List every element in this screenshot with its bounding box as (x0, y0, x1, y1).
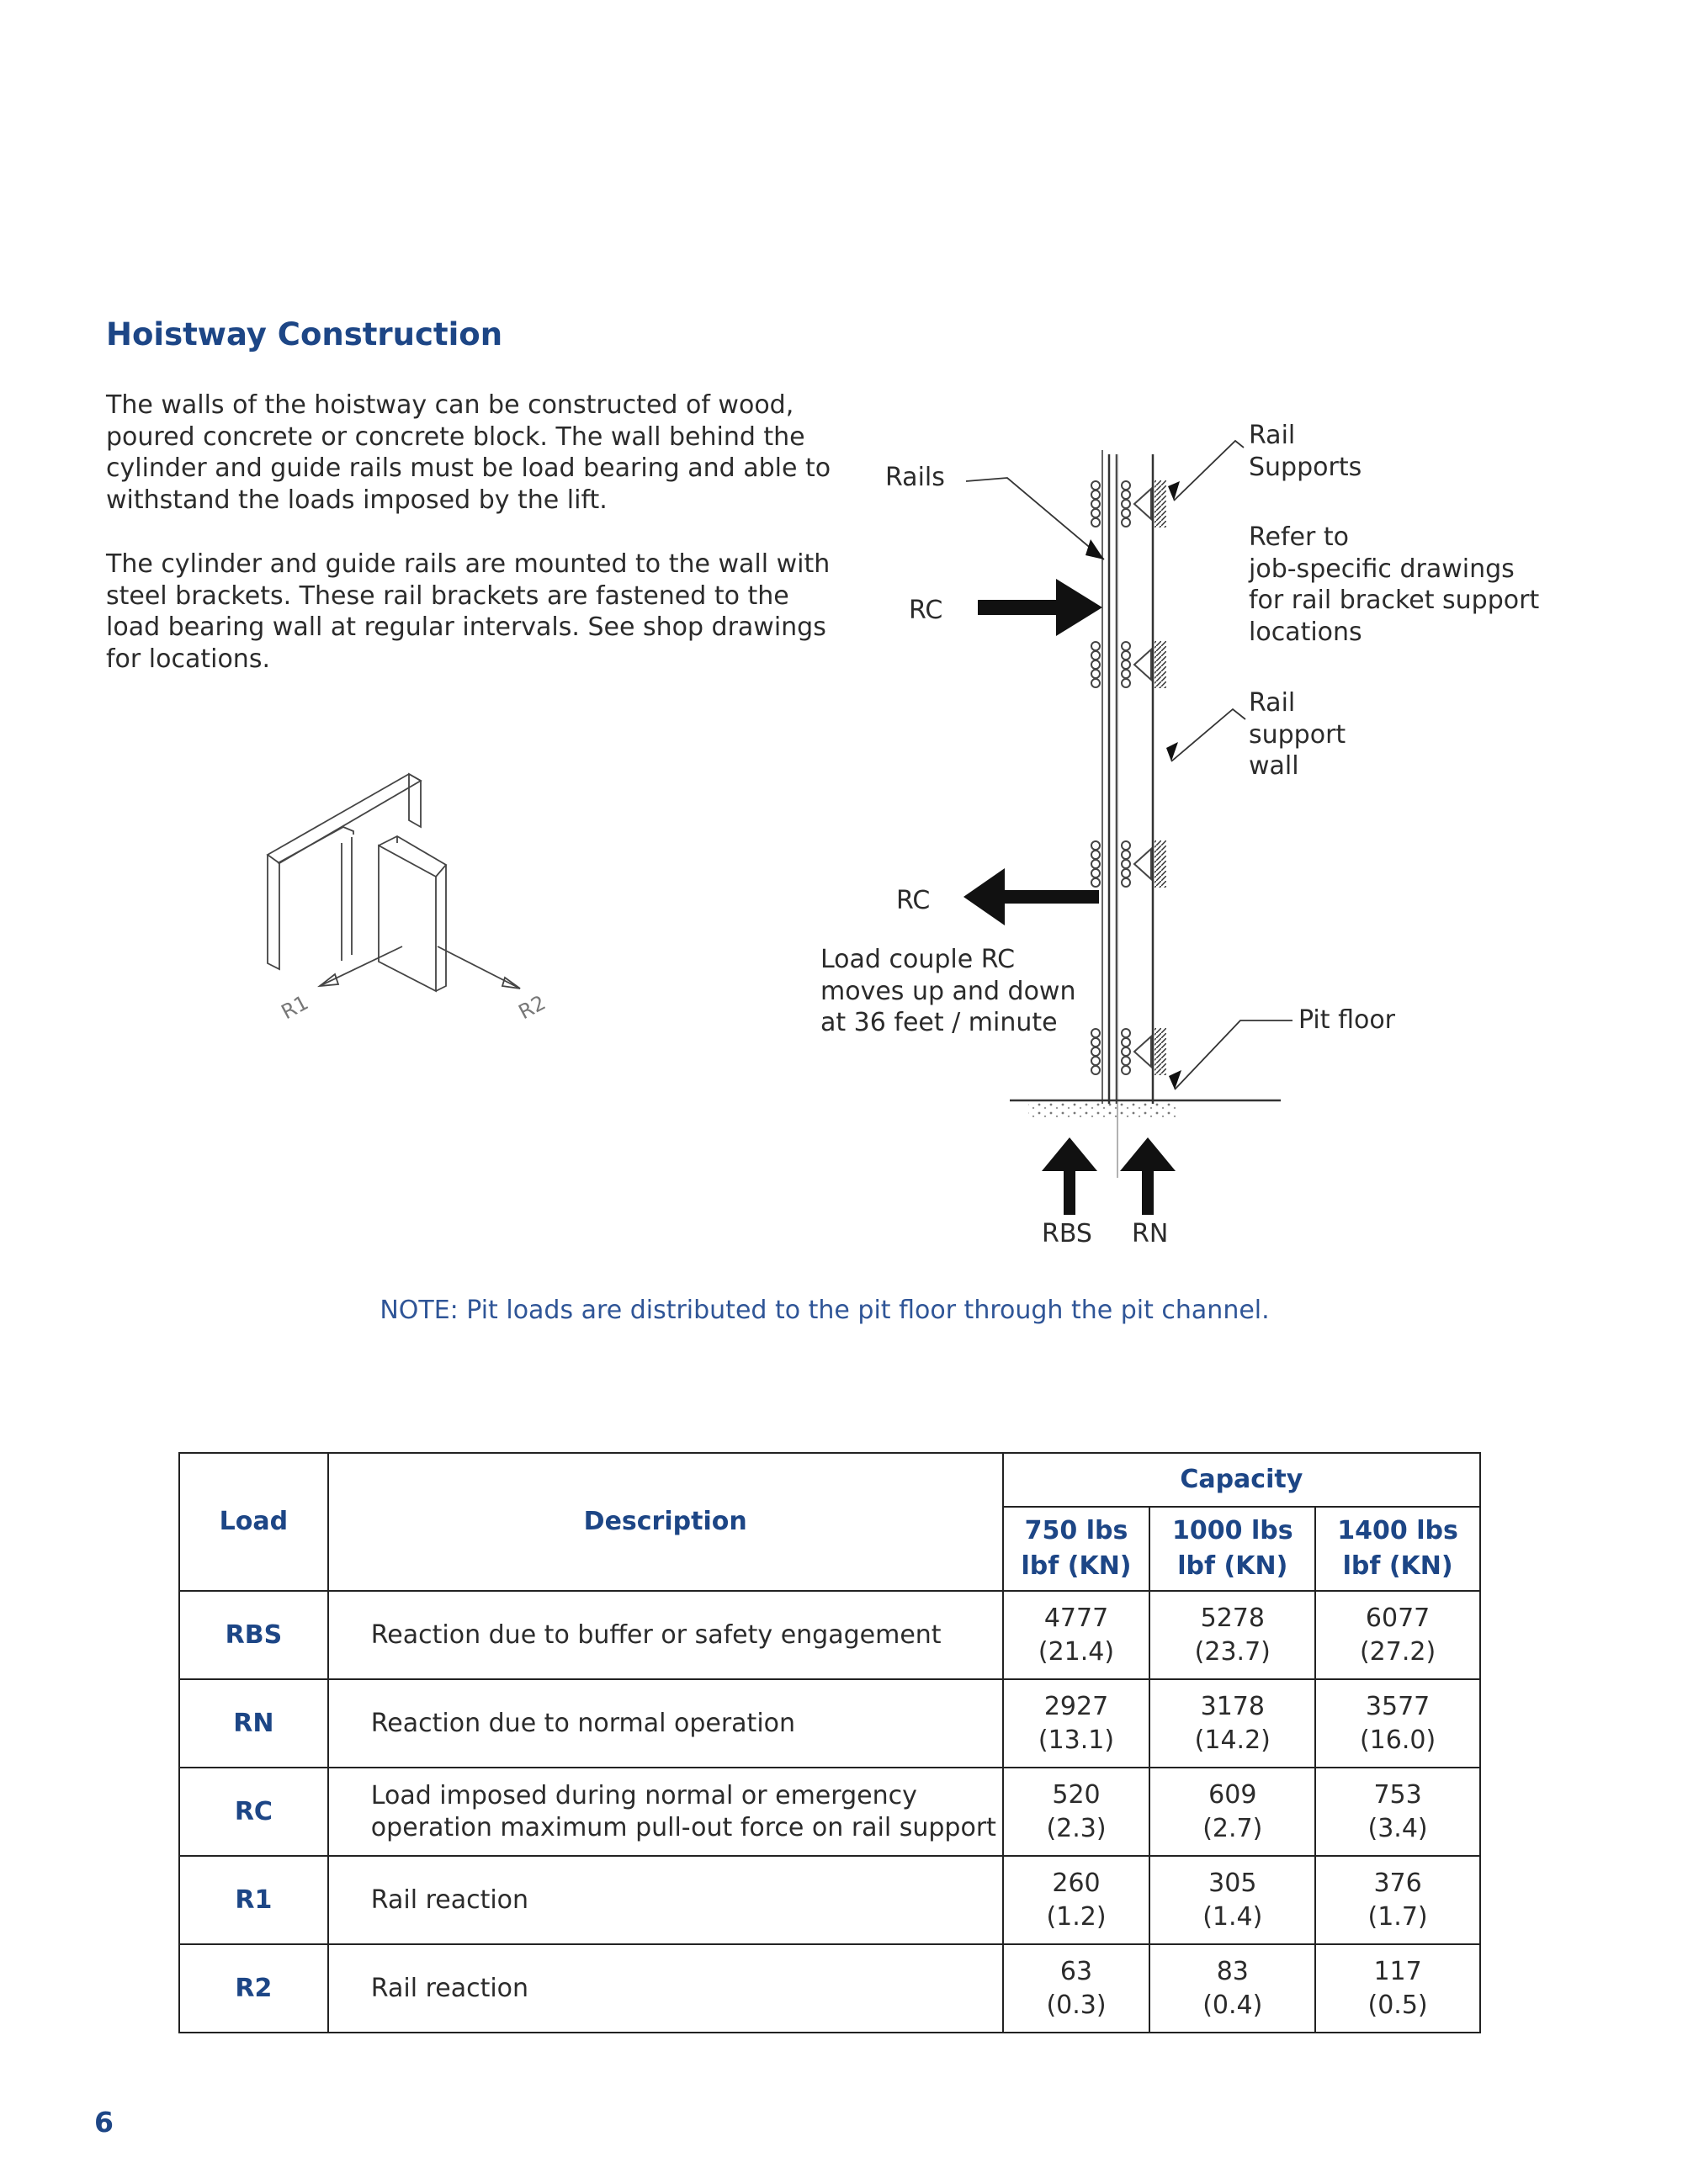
refer-to-line1: Refer to (1249, 522, 1349, 552)
rn-arrow-up (1120, 1137, 1176, 1215)
rail-bracket-isometric (268, 774, 520, 991)
row-description: Rail reaction (328, 1944, 1003, 2033)
table-row (179, 1591, 1480, 1679)
rbs-label: RBS (1042, 1219, 1092, 1248)
refer-to-line4: locations (1249, 618, 1362, 647)
row-value-1400: 3577 (16.0) (1315, 1679, 1480, 1768)
row-value-750: 63 (0.3) (1003, 1944, 1150, 2033)
rail-support-wall-leader (1171, 709, 1245, 761)
capacity-header-1400: 1400 lbs lbf (KN) (1315, 1507, 1480, 1591)
capacity-header-1000: 1000 lbs lbf (KN) (1149, 1507, 1315, 1591)
capacity-header-750: 750 lbs lbf (KN) (1003, 1507, 1150, 1591)
row-value-750: 520 (2.3) (1003, 1768, 1150, 1856)
row-description: Reaction due to normal operation (328, 1679, 1003, 1768)
row-value-1000: 609 (2.7) (1149, 1768, 1315, 1856)
row-value-750: 4777 (21.4) (1003, 1591, 1150, 1679)
table-row (179, 1768, 1480, 1856)
row-load: R1 (179, 1856, 328, 1944)
load-couple-line1: Load couple RC (820, 945, 1016, 974)
row-value-1400: 6077 (27.2) (1315, 1591, 1480, 1679)
table-row (179, 1679, 1480, 1768)
r2-label: R2 (514, 990, 550, 1025)
rc-bottom-label: RC (896, 886, 931, 915)
row-value-1400: 117 (0.5) (1315, 1944, 1480, 2033)
rn-label: RN (1132, 1219, 1169, 1248)
row-load: RN (179, 1679, 328, 1768)
header-load: Load (179, 1453, 328, 1591)
row-value-750: 260 (1.2) (1003, 1856, 1150, 1944)
row-value-750: 2927 (13.1) (1003, 1679, 1150, 1768)
bracket-paragraph: The cylinder and guide rails are mounted to the wall with steel brackets. These rail brackets are fastened to the load bearing wall at regular intervals. See shop drawings for locations. (106, 549, 831, 674)
row-description: Rail reaction (328, 1856, 1003, 1944)
intro-paragraph: The walls of the hoistway can be constructed of wood, poured concrete or concrete block. The wall behind the cylinder and guide rails must be load bearing and able to withstand the loads imposed by the lift. (106, 390, 831, 515)
pit-floor-label: Pit floor (1298, 1005, 1396, 1035)
header-capacity: Capacity (1003, 1453, 1480, 1507)
table-row (179, 1856, 1480, 1944)
row-load: R2 (179, 1944, 328, 2033)
row-load: RC (179, 1768, 328, 1856)
row-description: Load imposed during normal or emergency operation maximum pull-out force on rail support (328, 1768, 1003, 1856)
table-row (179, 1944, 1480, 2033)
load-capacity-table (178, 1452, 1481, 2033)
rail-assembly (1102, 450, 1153, 1178)
section-title: Hoistway Construction (106, 316, 503, 353)
row-value-1000: 305 (1.4) (1149, 1856, 1315, 1944)
row-value-1000: 83 (0.4) (1149, 1944, 1315, 2033)
rail-support-wall-line3: wall (1249, 751, 1299, 781)
pit-load-note: NOTE: Pit loads are distributed to the pit floor through the pit channel. (380, 1296, 1270, 1325)
rail-support-wall-line2: support (1249, 720, 1346, 750)
row-load: RBS (179, 1591, 328, 1679)
pit-gravel (1028, 1102, 1176, 1117)
rail-support-wall-line1: Rail (1249, 688, 1296, 718)
rc-arrow-left (963, 868, 1099, 925)
rc-arrow-right (978, 579, 1102, 636)
rails-label: Rails (885, 463, 945, 492)
refer-to-line3: for rail bracket support (1249, 586, 1540, 615)
refer-to-line2: job-specific drawings (1249, 554, 1515, 584)
r1-label: R1 (277, 990, 313, 1025)
rbs-arrow-up (1042, 1137, 1097, 1215)
row-value-1400: 376 (1.7) (1315, 1856, 1480, 1944)
load-couple-line2: moves up and down (820, 977, 1076, 1006)
row-description: Reaction due to buffer or safety engagement (328, 1591, 1003, 1679)
row-value-1400: 753 (3.4) (1315, 1768, 1480, 1856)
rail-supports-label-line1: Rail (1249, 421, 1296, 450)
load-couple-line3: at 36 feet / minute (820, 1008, 1058, 1037)
pit-floor-leader (1175, 1020, 1293, 1089)
row-value-1000: 5278 (23.7) (1149, 1591, 1315, 1679)
header-description: Description (328, 1453, 1003, 1591)
page-number: 6 (94, 2106, 114, 2139)
rc-top-label: RC (909, 596, 943, 625)
rails-leader (966, 478, 1104, 559)
rail-supports-leader (1174, 441, 1244, 501)
row-value-1000: 3178 (14.2) (1149, 1679, 1315, 1768)
rail-supports-label-line2: Supports (1249, 453, 1362, 482)
